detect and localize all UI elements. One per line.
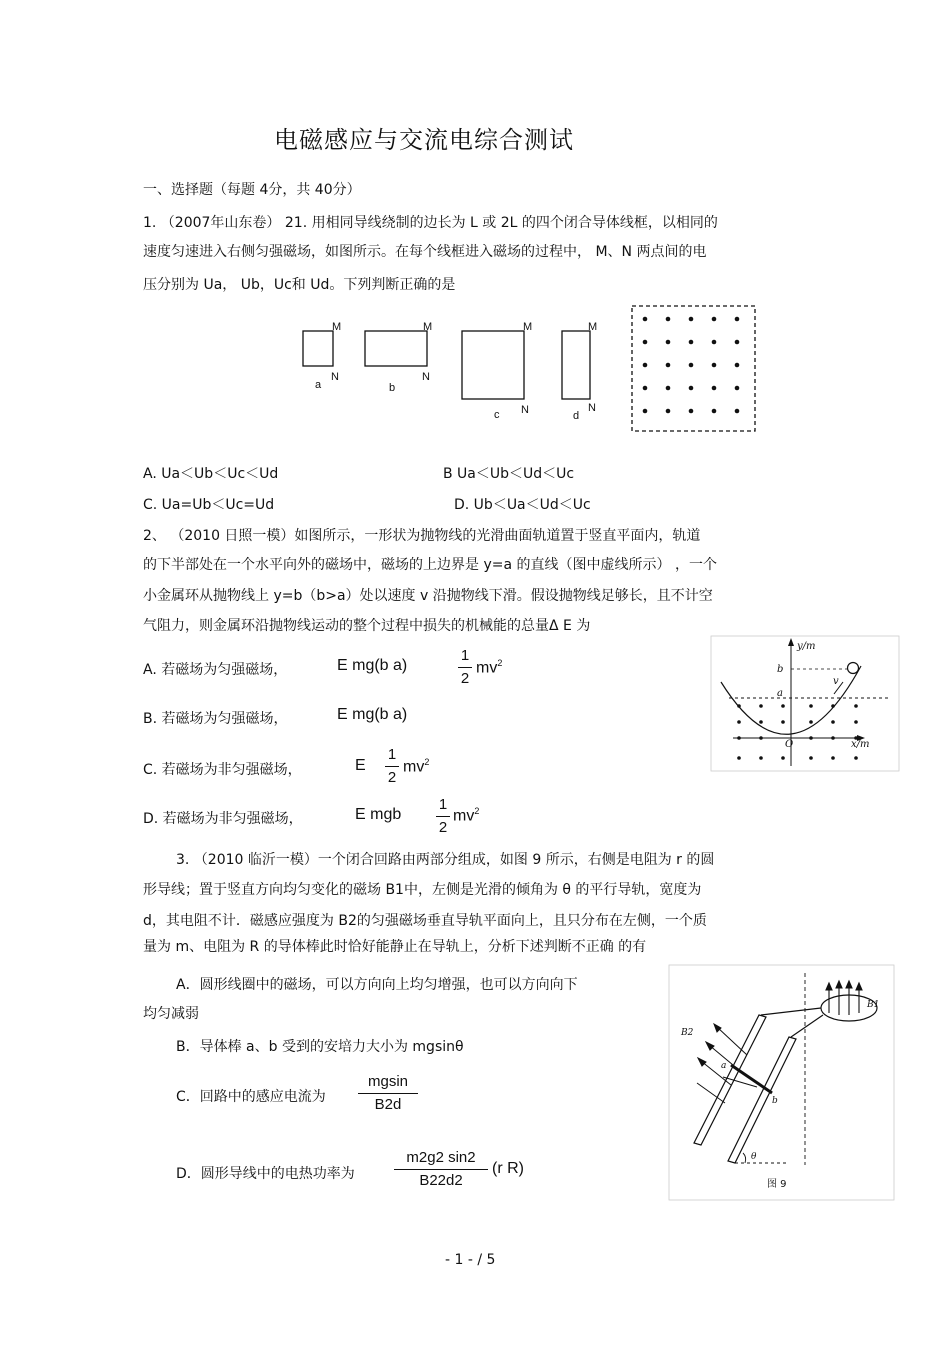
q1-figure	[295, 300, 765, 440]
frame-a-label: a	[315, 379, 322, 391]
q3-option-a-line1: A．圆形线圈中的磁场，可以方向向上均匀增强，也可以方向向下	[176, 977, 578, 993]
page-number: - 1 - / 5	[445, 1252, 496, 1268]
q1-option-b: B Ua＜Ub＜Ud＜Uc	[443, 466, 575, 482]
q2-option-a: A. 若磁场为匀强磁场，	[143, 662, 288, 678]
q3-option-c-fraction: mgsin B2d	[358, 1072, 418, 1115]
field-dots	[643, 317, 740, 414]
q1-option-a: A. Ua＜Ub＜Uc＜Ud	[143, 466, 279, 482]
q3-option-d: D．圆形导线中的电热功率为	[176, 1166, 355, 1182]
frame-c-n: N	[521, 404, 529, 416]
figure-caption: 图 9	[767, 1179, 787, 1190]
frame-c-m: M	[523, 321, 533, 333]
q2-option-a-expr: E mg(b a)	[337, 657, 408, 674]
frame-b-n: N	[422, 371, 430, 383]
page-title: 电磁感应与交流电综合测试	[274, 126, 574, 154]
q2-option-b-expr: E mg(b a)	[337, 706, 408, 723]
q1-line1: 1. （2007年山东卷） 21. 用相同导线绕制的边长为 L 或 2L 的四个闭合导体线框，以相同的	[143, 215, 718, 231]
field-dots	[737, 704, 858, 760]
q2-line2: 的下半部处在一个水平向外的磁场中，磁场的上边界是 y=a 的直线（图中虚线所示） ，一个	[143, 557, 717, 573]
metal-ring	[848, 663, 859, 674]
rails	[694, 1015, 796, 1163]
q2-option-a-fraction	[458, 646, 472, 689]
frame-d-m: M	[588, 321, 598, 333]
q3-line1: 3. （2010 临沂一模）一个闭合回路由两部分组成，如图 9 所示，右侧是电阻为 r 的圆	[176, 852, 715, 868]
q2-option-d: D. 若磁场为非匀强磁场，	[143, 811, 303, 827]
q2-option-d-fraction: 1 2	[436, 795, 450, 838]
q3-line2: 形导线；置于竖直方向均匀变化的磁场 B1中，左侧是光滑的倾角为 θ 的平行导轨，宽度为	[143, 882, 702, 898]
q2-option-b: B. 若磁场为匀强磁场，	[143, 711, 288, 727]
frame-b	[365, 331, 427, 366]
q2-line4: 气阻力，则金属环沿抛物线运动的整个过程中损失的机械能的总量Δ E 为	[143, 618, 591, 634]
q2-option-d-expr: E mgb	[355, 806, 402, 823]
x-axis-label: x/m	[851, 739, 870, 750]
q3-option-c: C．回路中的感应电流为	[176, 1089, 326, 1105]
conductor-rod	[731, 1065, 772, 1093]
label-b: b	[772, 1096, 778, 1106]
label-v: v	[833, 676, 839, 687]
frame-d	[562, 331, 590, 399]
q1-option-c: C. Ua=Ub＜Uc=Ud	[143, 497, 275, 513]
q3-option-d-tail: (r R)	[492, 1160, 524, 1177]
q3-line4: 量为 m、电阻为 R 的导体棒此时恰好能静止在导轨上，分析下述判断不正确 的有	[143, 939, 647, 955]
q3-figure	[669, 965, 894, 1200]
frac-den: 2	[460, 670, 470, 687]
q3-option-d-fraction: m2g2 sin2 B22d2	[394, 1148, 488, 1191]
label-b1: B1	[867, 1000, 880, 1010]
q2-line1: 2、 （2010 日照一模）如图所示，一形状为抛物线的光滑曲面轨道置于竖直平面内，轨道	[143, 528, 701, 544]
q3-option-b: B．导体棒 a、b 受到的安培力大小为 mgsinθ	[176, 1039, 464, 1055]
q2-option-c-expr: E	[355, 757, 366, 774]
q2-line3: 小金属环从抛物线上 y=b（b>a）处以速度 v 沿抛物线下滑。假设抛物线足够长，且不计空	[143, 588, 713, 604]
q2-option-c-mv: $mv^2$	[403, 757, 430, 776]
label-o: O	[785, 739, 794, 750]
label-a: a	[721, 1061, 727, 1071]
label-a: a	[777, 688, 783, 699]
q2-option-c: C. 若磁场为非匀强磁场，	[143, 762, 302, 778]
q2-option-a-mv: $mv^2$	[476, 658, 503, 677]
frac-num: 1	[460, 647, 470, 664]
label-b2: B2	[681, 1028, 694, 1038]
frame-b-m: M	[423, 321, 433, 333]
y-axis-label: y/m	[797, 641, 816, 652]
frame-a-n: N	[331, 371, 339, 383]
section-heading: 一、选择题（每题 4分，共 40分）	[143, 182, 361, 198]
frame-a	[303, 331, 333, 366]
q1-line2: 速度匀速进入右侧匀强磁场，如图所示。在每个线框进入磁场的过程中， M、N 两点间的电	[143, 244, 707, 260]
label-theta: θ	[751, 1152, 757, 1162]
q2-figure	[711, 636, 899, 771]
frame-c	[462, 331, 524, 399]
q1-line3: 压分别为 Ua， Ub，Uc和 Ud。下列判断正确的是	[143, 277, 456, 293]
q2-option-d-mv: $mv^2$	[453, 806, 480, 825]
q2-option-c-fraction: 1 2	[385, 745, 399, 788]
frame-b-label: b	[389, 382, 396, 394]
frame-d-label: d	[573, 410, 580, 422]
q3-line3: d，其电阻不计．磁感应强度为 B2的匀强磁场垂直导轨平面向上，且只分布在左侧，一个质	[143, 913, 707, 929]
frame-c-label: c	[494, 409, 500, 421]
label-b: b	[777, 664, 784, 675]
frame-a-m: M	[332, 321, 342, 333]
q1-option-d: D. Ub＜Ua＜Ud＜Uc	[454, 497, 591, 513]
frame-d-n: N	[588, 402, 596, 414]
q3-option-a-line2: 均匀减弱	[143, 1006, 199, 1022]
